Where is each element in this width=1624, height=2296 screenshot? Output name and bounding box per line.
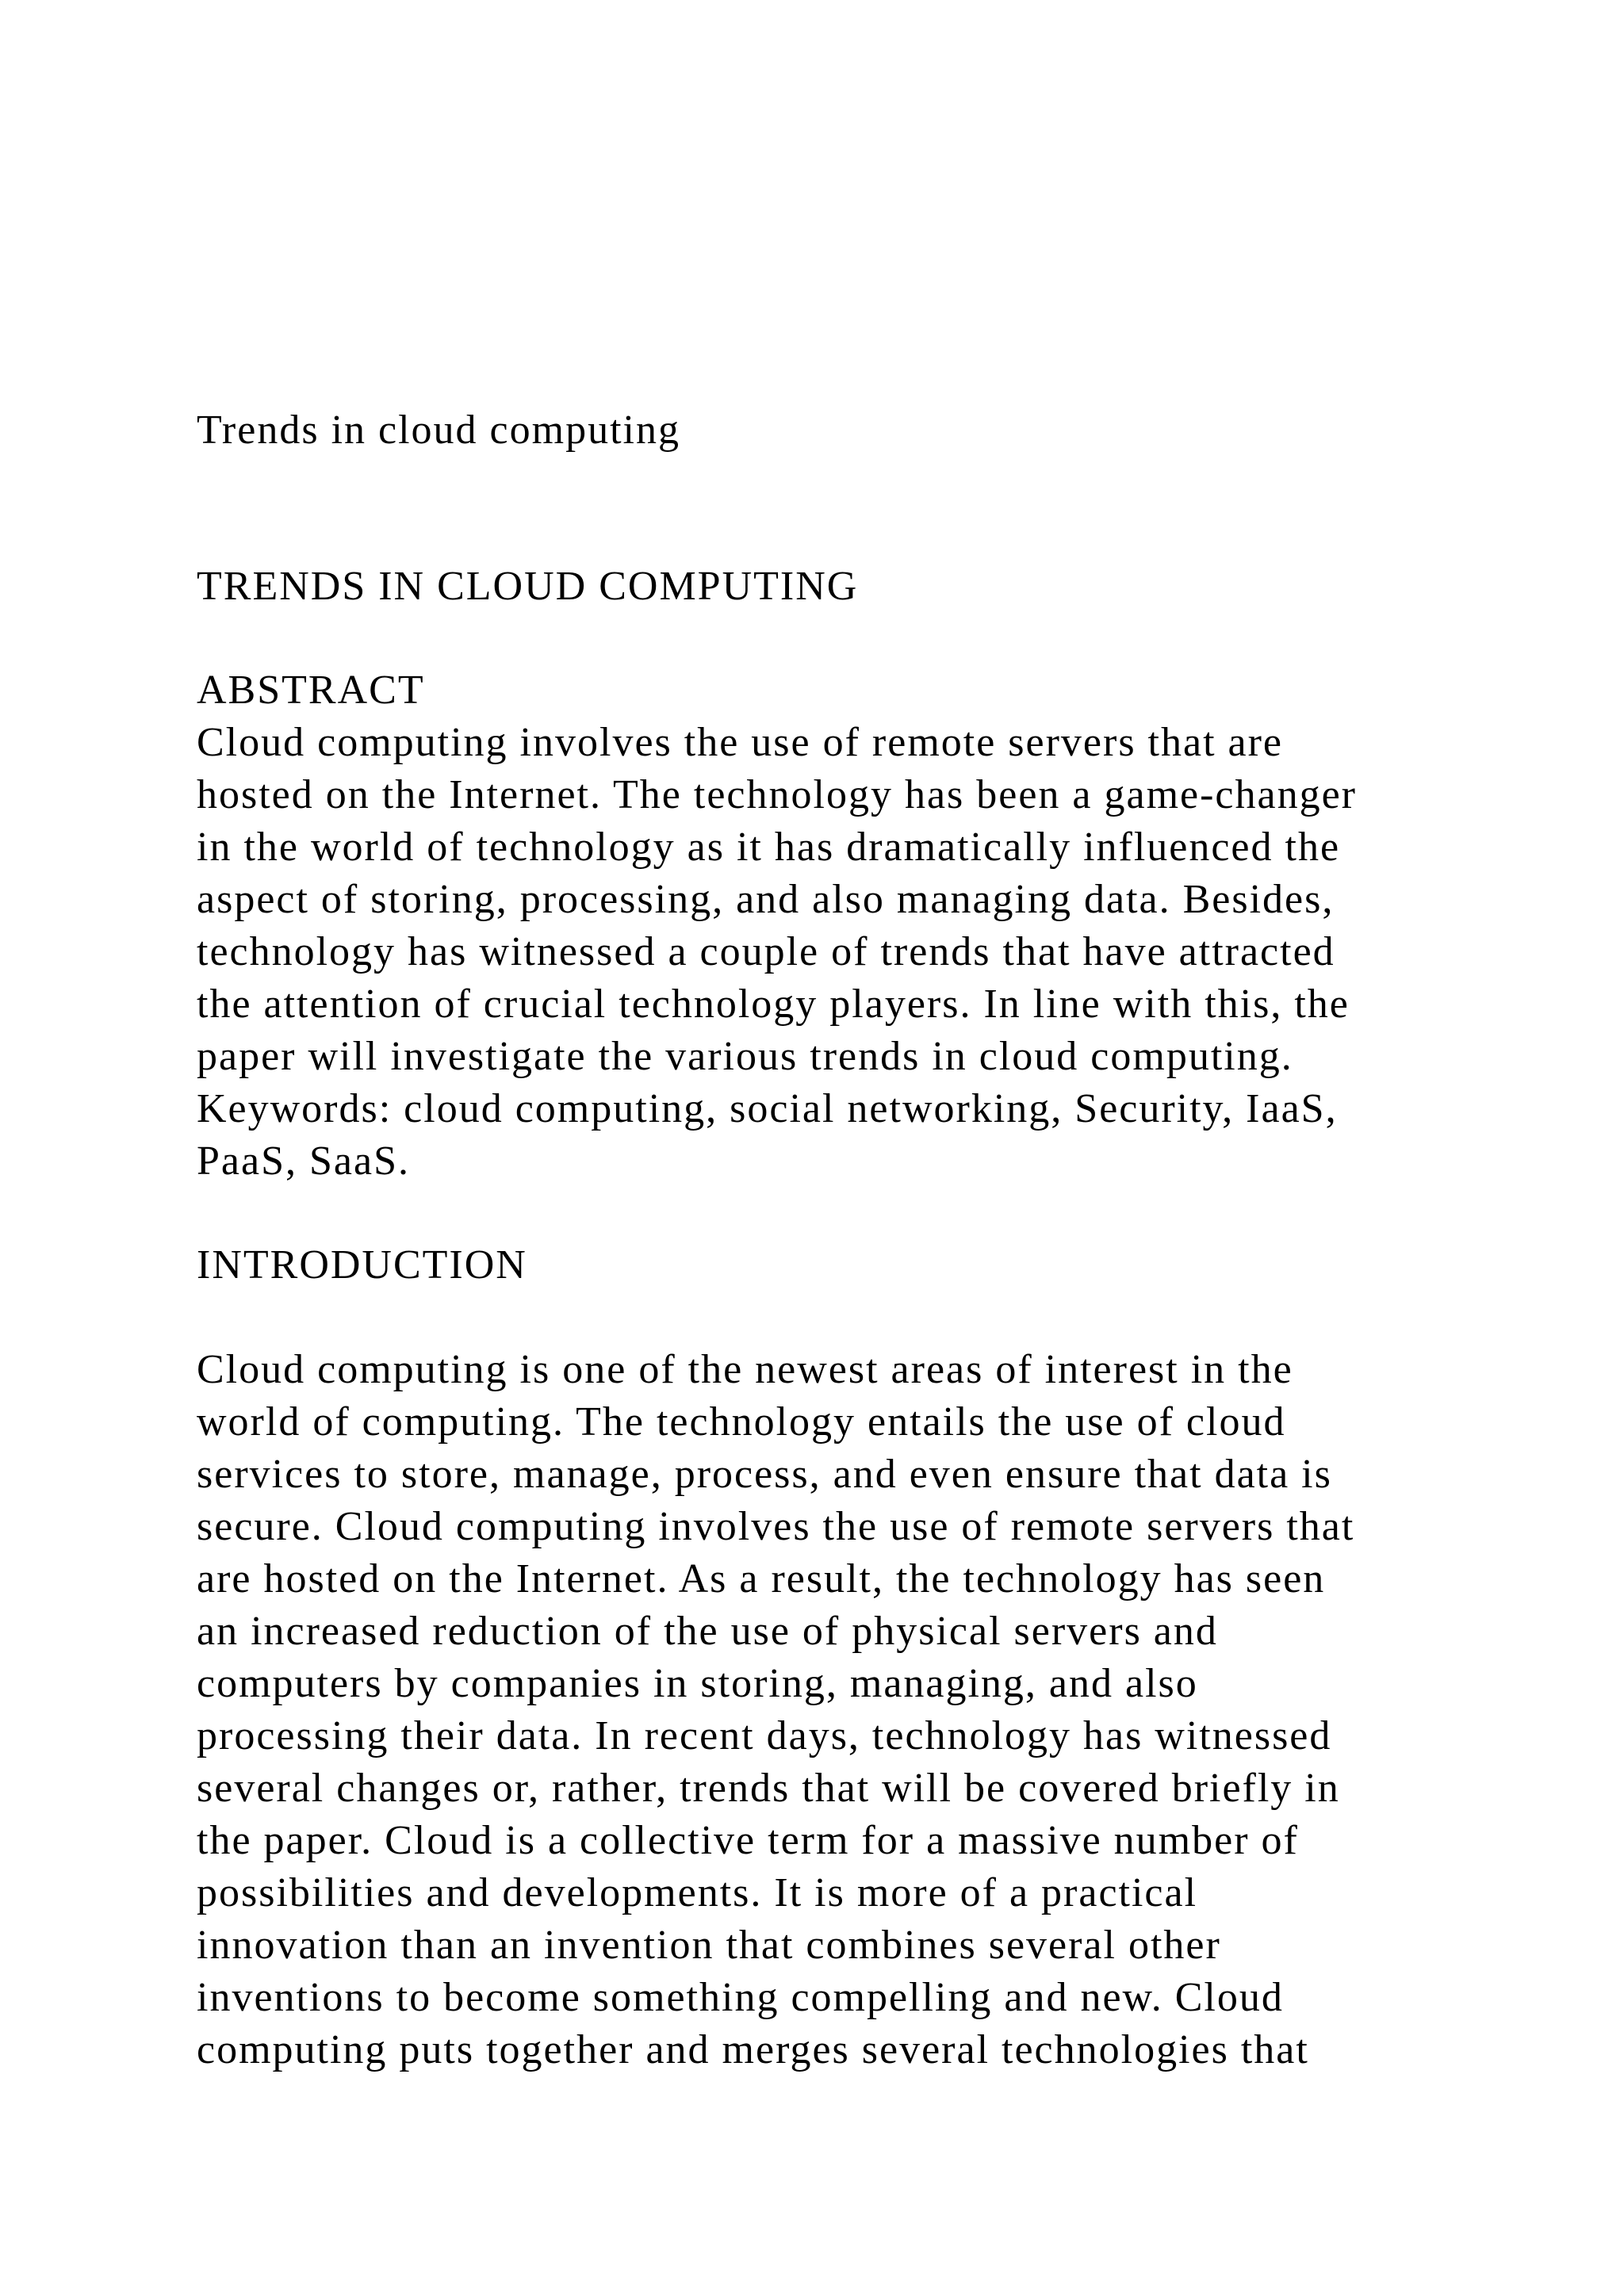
introduction-line: processing their data. In recent days, technology has witnessed <box>197 1713 1332 1758</box>
keywords-line: Keywords: cloud computing, social networking, Security, IaaS, <box>197 1086 1338 1131</box>
keywords-line: PaaS, SaaS. <box>197 1138 410 1184</box>
introduction-line: services to store, manage, process, and even ensure that data is <box>197 1452 1332 1497</box>
introduction-line: inventions to become something compelling and new. Cloud <box>197 1975 1284 2020</box>
abstract-line: aspect of storing, processing, and also managing data. Besides, <box>197 877 1335 922</box>
introduction-line: computing puts together and merges several technologies that <box>197 2027 1309 2072</box>
introduction-heading: INTRODUCTION <box>197 1242 527 1288</box>
introduction-line: world of computing. The technology entails the use of cloud <box>197 1399 1286 1445</box>
introduction-line: possibilities and developments. It is more of a practical <box>197 1870 1198 1915</box>
abstract-line: hosted on the Internet. The technology has been a game-changer <box>197 772 1357 817</box>
introduction-line: are hosted on the Internet. As a result, the technology has seen <box>197 1556 1326 1601</box>
introduction-line: an increased reduction of the use of physical servers and <box>197 1609 1218 1654</box>
abstract-line: paper will investigate the various trends in cloud computing. <box>197 1034 1293 1079</box>
abstract-line: Cloud computing involves the use of remote servers that are <box>197 720 1284 765</box>
introduction-line: the paper. Cloud is a collective term for a massive number of <box>197 1818 1299 1863</box>
introduction-line: computers by companies in storing, managing, and also <box>197 1661 1198 1706</box>
introduction-line: innovation than an invention that combines several other <box>197 1923 1221 1968</box>
introduction-line: secure. Cloud computing involves the use of remote servers that <box>197 1504 1355 1549</box>
running-title: Trends in cloud computing <box>197 408 680 453</box>
abstract-line: in the world of technology as it has dramatically influenced the <box>197 825 1341 870</box>
introduction-line: several changes or, rather, trends that will be covered briefly in <box>197 1766 1340 1811</box>
document-title: TRENDS IN CLOUD COMPUTING <box>197 564 859 609</box>
abstract-heading: ABSTRACT <box>197 668 425 713</box>
introduction-line: Cloud computing is one of the newest areas of interest in the <box>197 1347 1293 1392</box>
abstract-line: technology has witnessed a couple of trends that have attracted <box>197 929 1335 974</box>
abstract-line: the attention of crucial technology players. In line with this, the <box>197 982 1350 1027</box>
